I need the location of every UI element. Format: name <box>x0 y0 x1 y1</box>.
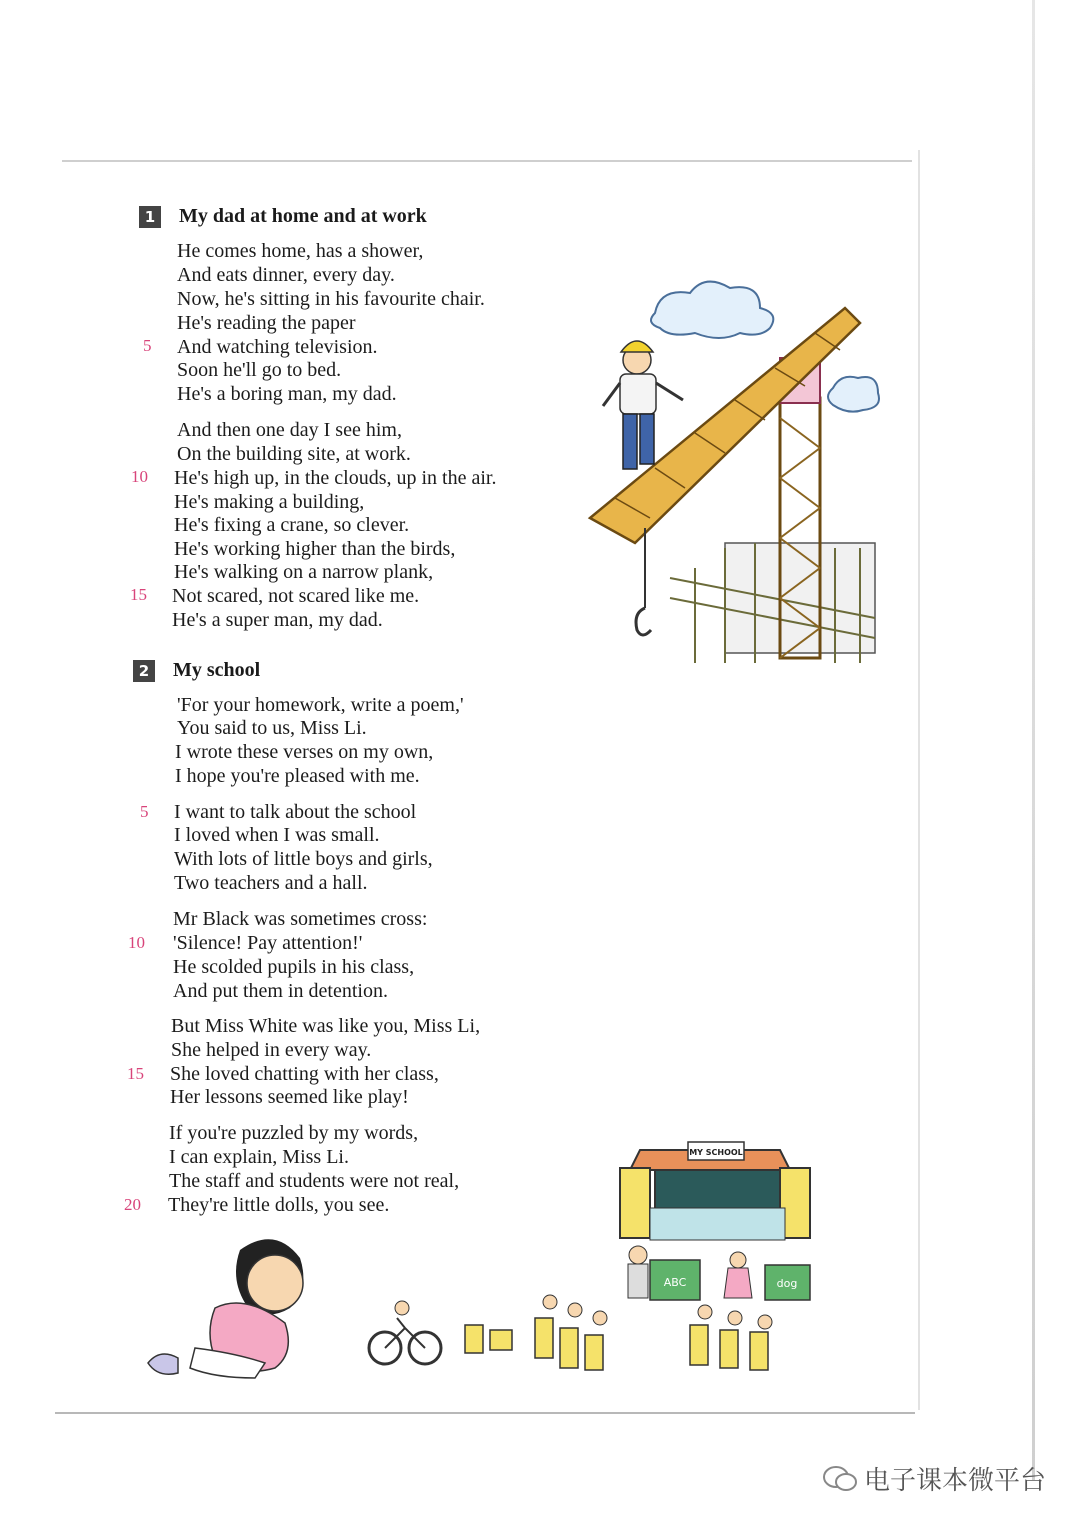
poem-2-heading <box>133 659 260 682</box>
teacher-figure <box>628 1246 648 1298</box>
line-number: 5 <box>143 336 152 355</box>
page-edge <box>1032 0 1035 1480</box>
poem-line: Not scared, not scared like me. <box>172 585 420 607</box>
poem-line: I loved when I was small. <box>174 824 380 846</box>
poem-line: And watching television. <box>177 336 378 358</box>
poem-line: And eats dinner, every day. <box>177 264 395 286</box>
line-number: 15 <box>130 585 147 604</box>
poem-line: The staff and students were not real, <box>169 1170 460 1192</box>
watermark-text: 电子课本微平台 <box>864 1466 1047 1496</box>
poem-line: I want to talk about the school <box>174 801 417 823</box>
poem-line: He's a boring man, my dad. <box>177 383 397 405</box>
poem-1-heading <box>139 205 427 228</box>
cloud-icon <box>828 377 879 412</box>
poem-line: You said to us, Miss Li. <box>177 717 367 739</box>
poem-line: Mr Black was sometimes cross: <box>173 908 428 930</box>
poem-line: But Miss White was like you, Miss Li, <box>171 1015 481 1037</box>
teacher-figure <box>724 1252 752 1298</box>
poem-line: On the building site, at work. <box>177 443 411 465</box>
poem-1-title: My dad at home and at work <box>179 205 427 227</box>
poem-line: He's a super man, my dad. <box>172 609 383 631</box>
poem-line: He's high up, in the clouds, up in the air. <box>174 467 497 489</box>
hook-icon <box>636 608 651 635</box>
poem-line: Soon he'll go to bed. <box>177 359 342 381</box>
poem-line: She loved chatting with her class, <box>170 1063 439 1085</box>
poem-line: They're little dolls, you see. <box>168 1194 390 1216</box>
poem-line: He's working higher than the birds, <box>174 538 456 560</box>
poem-line: I wrote these verses on my own, <box>175 741 434 763</box>
crane-worker-illustration <box>575 278 885 663</box>
poem-line: Two teachers and a hall. <box>174 872 368 894</box>
girl-playing-illustration <box>140 1228 450 1388</box>
poem-line: 'For your homework, write a poem,' <box>177 694 464 716</box>
poem-line: If you're puzzled by my words, <box>169 1122 419 1144</box>
bicycle-icon <box>369 1301 441 1364</box>
poem-line: He comes home, has a shower, <box>177 240 424 262</box>
poem-line: He's making a building, <box>174 491 365 513</box>
poem-line: He's fixing a crane, so clever. <box>174 514 410 536</box>
desks <box>465 1318 768 1370</box>
cloud-icon <box>651 282 773 338</box>
line-number: 10 <box>131 467 148 486</box>
school-sign: MY SCHOOL <box>689 1148 743 1157</box>
watermark <box>822 1460 1046 1497</box>
poem-line: With lots of little boys and girls, <box>174 848 433 870</box>
line-number: 15 <box>127 1064 144 1083</box>
poem-line: I can explain, Miss Li. <box>169 1146 349 1168</box>
poem-line: Now, he's sitting in his favourite chair. <box>177 288 485 310</box>
board-left-text: ABC <box>663 1276 687 1289</box>
poem-line: 'Silence! Pay attention!' <box>173 932 363 954</box>
poem-line: He's walking on a narrow plank, <box>174 561 434 583</box>
line-number: 5 <box>140 802 149 821</box>
line-number: 10 <box>128 933 145 952</box>
poem-2-title: My school <box>173 659 261 681</box>
poem-2-number: 2 <box>133 660 155 682</box>
page-edge <box>62 160 912 162</box>
poem-line: And then one day I see him, <box>177 419 402 441</box>
page-edge <box>55 1412 915 1414</box>
wechat-icon <box>822 1464 858 1494</box>
poem-line: Her lessons seemed like play! <box>170 1086 409 1108</box>
line-number: 20 <box>124 1195 141 1214</box>
poem-line: And put them in detention. <box>173 980 388 1002</box>
page-edge <box>918 150 920 1410</box>
girl-figure <box>148 1239 303 1378</box>
poem-line: He scolded pupils in his class, <box>173 956 415 978</box>
poem-line: She helped in every way. <box>171 1039 372 1061</box>
poem-1-number: 1 <box>139 206 161 228</box>
poem-line: I hope you're pleased with me. <box>175 765 420 787</box>
board-right-text: dog <box>776 1277 798 1290</box>
school-illustration <box>460 1140 830 1380</box>
poem-line: He's reading the paper <box>177 312 356 334</box>
